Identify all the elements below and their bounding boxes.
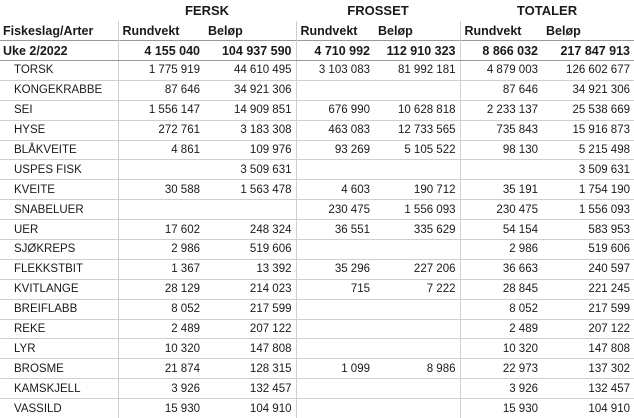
fersk-rundvekt: 1 775 919 — [118, 61, 204, 81]
totaler-belop: 240 597 — [542, 259, 634, 279]
fersk-belop: 214 023 — [204, 279, 296, 299]
totaler-rundvekt: 28 845 — [460, 279, 542, 299]
summary-frosset-rundvekt: 4 710 992 — [296, 41, 374, 61]
table-row — [0, 359, 634, 379]
totaler-belop: 1 556 093 — [542, 200, 634, 220]
table-row — [0, 180, 634, 200]
totaler-belop: 1 754 190 — [542, 180, 634, 200]
fersk-rundvekt: 272 761 — [118, 120, 204, 140]
group-totaler: TOTALER — [516, 3, 578, 18]
totaler-rundvekt: 2 489 — [460, 319, 542, 339]
frosset-belop — [374, 379, 460, 399]
fersk-belop: 248 324 — [204, 220, 296, 240]
species-name: SJØKREPS — [0, 240, 118, 260]
fersk-belop: 44 610 495 — [204, 61, 296, 81]
fersk-rundvekt: 30 588 — [118, 180, 204, 200]
species-name: KONGEKRABBE — [0, 80, 118, 100]
species-name: LYR — [0, 339, 118, 359]
fersk-rundvekt — [118, 200, 204, 220]
summary-frosset-belop: 112 910 323 — [374, 41, 460, 61]
frosset-belop: 5 105 522 — [374, 140, 460, 160]
frosset-rundvekt — [296, 80, 374, 100]
totaler-belop: 34 921 306 — [542, 80, 634, 100]
summary-totaler-belop: 217 847 913 — [542, 41, 634, 61]
fersk-belop: 1 563 478 — [204, 180, 296, 200]
fersk-belop — [204, 200, 296, 220]
table-row — [0, 80, 634, 100]
species-name: BROSME — [0, 359, 118, 379]
fersk-rundvekt: 15 930 — [118, 399, 204, 418]
totaler-rundvekt: 36 663 — [460, 259, 542, 279]
species-name: BLÅKVEITE — [0, 140, 118, 160]
frosset-belop: 12 733 565 — [374, 120, 460, 140]
header-totaler-rundvekt: Rundvekt — [464, 23, 522, 38]
totaler-rundvekt: 2 986 — [460, 240, 542, 260]
fersk-rundvekt: 28 129 — [118, 279, 204, 299]
frosset-rundvekt — [296, 299, 374, 319]
fersk-belop: 3 183 308 — [204, 120, 296, 140]
frosset-belop: 7 222 — [374, 279, 460, 299]
frosset-belop: 1 556 093 — [374, 200, 460, 220]
species-name: KVEITE — [0, 180, 118, 200]
totaler-belop: 132 457 — [542, 379, 634, 399]
summary-fersk-rundvekt: 4 155 040 — [118, 41, 204, 61]
frosset-rundvekt: 463 083 — [296, 120, 374, 140]
totaler-belop: 15 916 873 — [542, 120, 634, 140]
frosset-belop — [374, 319, 460, 339]
fersk-rundvekt: 1 367 — [118, 259, 204, 279]
fersk-rundvekt: 1 556 147 — [118, 100, 204, 120]
fersk-belop: 13 392 — [204, 259, 296, 279]
summary-row — [0, 41, 634, 61]
group-frosset: FROSSET — [347, 3, 409, 18]
table-row — [0, 259, 634, 279]
frosset-belop — [374, 80, 460, 100]
frosset-rundvekt: 4 603 — [296, 180, 374, 200]
totaler-rundvekt: 3 926 — [460, 379, 542, 399]
species-name: SNABELUER — [0, 200, 118, 220]
fersk-belop: 147 808 — [204, 339, 296, 359]
species-name: KVITLANGE — [0, 279, 118, 299]
fersk-belop: 3 509 631 — [204, 160, 296, 180]
frosset-belop — [374, 240, 460, 260]
header-fersk-belop: Beløp — [204, 21, 296, 41]
fersk-rundvekt: 87 646 — [118, 80, 204, 100]
frosset-belop — [374, 160, 460, 180]
table-row — [0, 279, 634, 299]
species-name: TORSK — [0, 61, 118, 81]
table-row — [0, 140, 634, 160]
fersk-belop: 34 921 306 — [204, 80, 296, 100]
frosset-rundvekt — [296, 399, 374, 418]
fersk-belop: 519 606 — [204, 240, 296, 260]
group-fersk: FERSK — [184, 3, 230, 18]
fersk-belop: 207 122 — [204, 319, 296, 339]
table-row — [0, 319, 634, 339]
summary-label: Uke 2/2022 — [0, 41, 118, 61]
totaler-belop: 519 606 — [542, 240, 634, 260]
frosset-belop — [374, 299, 460, 319]
frosset-belop: 8 986 — [374, 359, 460, 379]
totaler-rundvekt: 4 879 003 — [460, 61, 542, 81]
fersk-belop: 128 315 — [204, 359, 296, 379]
species-name: HYSE — [0, 120, 118, 140]
fersk-rundvekt: 8 052 — [118, 299, 204, 319]
frosset-rundvekt: 3 103 083 — [296, 61, 374, 81]
species-name: BREIFLABB — [0, 299, 118, 319]
totaler-belop: 583 953 — [542, 220, 634, 240]
table-row — [0, 339, 634, 359]
species-name: UER — [0, 220, 118, 240]
frosset-rundvekt — [296, 240, 374, 260]
frosset-rundvekt — [296, 319, 374, 339]
fersk-belop: 132 457 — [204, 379, 296, 399]
frosset-rundvekt — [296, 160, 374, 180]
totaler-belop: 104 910 — [542, 399, 634, 418]
totaler-rundvekt: 22 973 — [460, 359, 542, 379]
totaler-rundvekt: 10 320 — [460, 339, 542, 359]
fersk-rundvekt: 10 320 — [118, 339, 204, 359]
fersk-belop: 109 976 — [204, 140, 296, 160]
column-header-row — [0, 21, 634, 41]
header-frosset-belop: Beløp — [374, 21, 460, 41]
species-name: KAMSKJELL — [0, 379, 118, 399]
frosset-belop: 81 992 181 — [374, 61, 460, 81]
frosset-rundvekt: 35 296 — [296, 259, 374, 279]
totaler-belop: 147 808 — [542, 339, 634, 359]
frosset-rundvekt — [296, 379, 374, 399]
totaler-belop: 5 215 498 — [542, 140, 634, 160]
fersk-rundvekt: 17 602 — [118, 220, 204, 240]
totaler-rundvekt: 2 233 137 — [460, 100, 542, 120]
table-row — [0, 240, 634, 260]
totaler-rundvekt: 35 191 — [460, 180, 542, 200]
totaler-rundvekt: 8 052 — [460, 299, 542, 319]
header-fersk-rundvekt: Rundvekt — [122, 23, 180, 38]
fersk-rundvekt: 2 489 — [118, 319, 204, 339]
species-name: FLEKKSTBIT — [0, 259, 118, 279]
frosset-belop: 335 629 — [374, 220, 460, 240]
table-row — [0, 220, 634, 240]
totaler-belop: 137 302 — [542, 359, 634, 379]
frosset-belop: 227 206 — [374, 259, 460, 279]
frosset-rundvekt: 93 269 — [296, 140, 374, 160]
fersk-belop: 104 910 — [204, 399, 296, 418]
frosset-rundvekt: 676 990 — [296, 100, 374, 120]
totaler-belop: 3 509 631 — [542, 160, 634, 180]
frosset-rundvekt: 1 099 — [296, 359, 374, 379]
totaler-rundvekt: 15 930 — [460, 399, 542, 418]
frosset-rundvekt: 230 475 — [296, 200, 374, 220]
header-species: Fiskeslag/Arter — [0, 21, 118, 41]
table-row — [0, 399, 634, 418]
fersk-rundvekt — [118, 160, 204, 180]
totaler-rundvekt: 735 843 — [460, 120, 542, 140]
totaler-rundvekt — [460, 160, 542, 180]
species-name: USPES FISK — [0, 160, 118, 180]
totaler-belop: 126 602 677 — [542, 61, 634, 81]
frosset-belop — [374, 339, 460, 359]
fersk-belop: 14 909 851 — [204, 100, 296, 120]
table-row — [0, 200, 634, 220]
table-row — [0, 160, 634, 180]
fersk-belop: 217 599 — [204, 299, 296, 319]
totaler-belop: 217 599 — [542, 299, 634, 319]
header-frosset-rundvekt: Rundvekt — [300, 23, 358, 38]
totaler-belop: 221 245 — [542, 279, 634, 299]
frosset-belop — [374, 399, 460, 418]
totaler-rundvekt: 98 130 — [460, 140, 542, 160]
summary-totaler-rundvekt: 8 866 032 — [460, 41, 542, 61]
group-header-row — [0, 0, 634, 21]
frosset-belop: 10 628 818 — [374, 100, 460, 120]
species-name: REKE — [0, 319, 118, 339]
frosset-rundvekt — [296, 339, 374, 359]
totaler-rundvekt: 54 154 — [460, 220, 542, 240]
summary-fersk-belop: 104 937 590 — [204, 41, 296, 61]
table-row — [0, 120, 634, 140]
frosset-rundvekt: 715 — [296, 279, 374, 299]
totaler-rundvekt: 230 475 — [460, 200, 542, 220]
fersk-rundvekt: 3 926 — [118, 379, 204, 399]
frosset-belop: 190 712 — [374, 180, 460, 200]
totaler-rundvekt: 87 646 — [460, 80, 542, 100]
table-row — [0, 100, 634, 120]
table-row — [0, 299, 634, 319]
fersk-rundvekt: 21 874 — [118, 359, 204, 379]
totaler-belop: 25 538 669 — [542, 100, 634, 120]
totaler-belop: 207 122 — [542, 319, 634, 339]
fersk-rundvekt: 4 861 — [118, 140, 204, 160]
table-row — [0, 61, 634, 81]
header-totaler-belop: Beløp — [546, 23, 581, 38]
species-name: SEI — [0, 100, 118, 120]
frosset-rundvekt: 36 551 — [296, 220, 374, 240]
fersk-rundvekt: 2 986 — [118, 240, 204, 260]
species-name: VASSILD — [0, 399, 118, 418]
table-row — [0, 379, 634, 399]
